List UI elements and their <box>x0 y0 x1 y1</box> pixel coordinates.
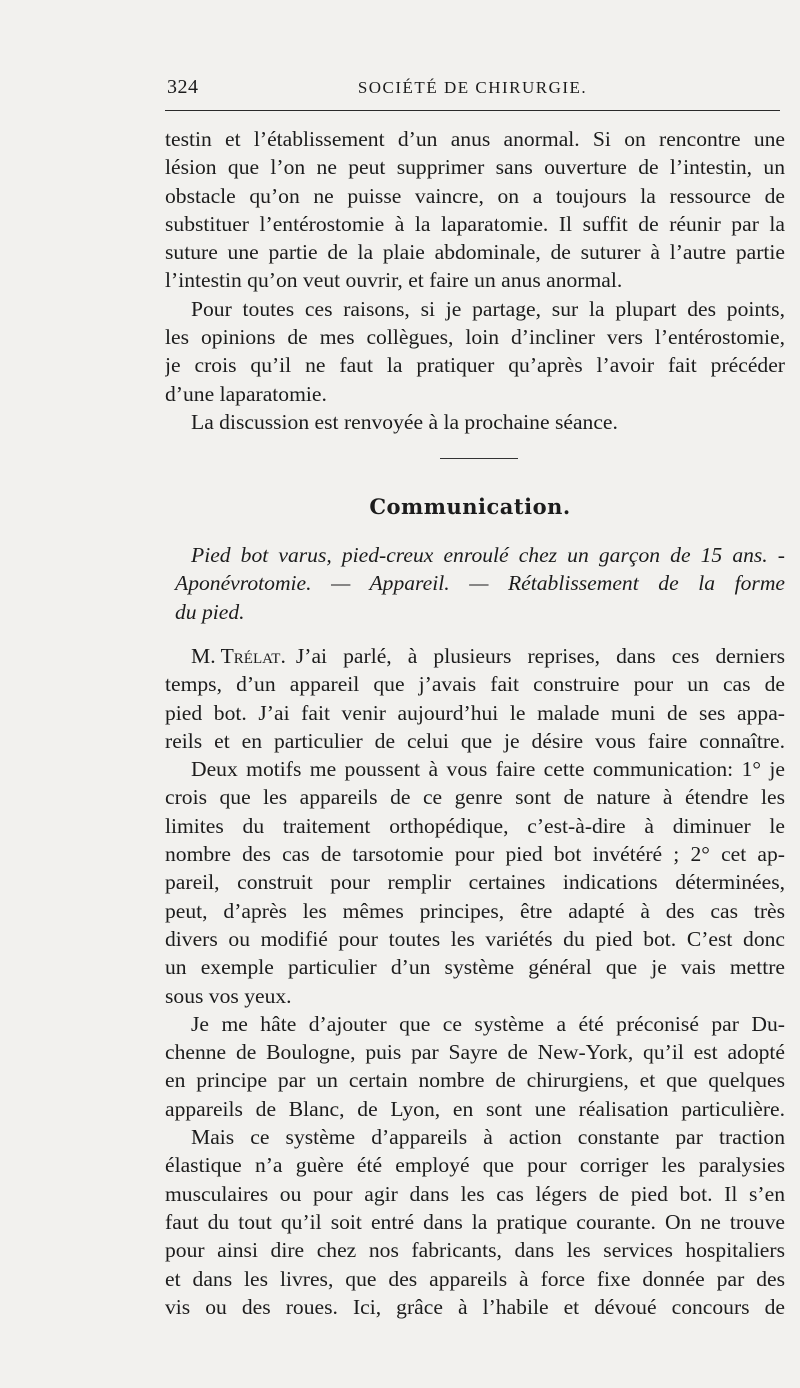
subtitle-line: Aponévrotomie. — Appareil. — Rétablissement de la forme <box>175 571 785 596</box>
text-line: peut, d’après les mêmes principes, être adapté à des cas très <box>165 898 785 923</box>
text-line: limites du traitement orthopédique, c’est-à-dire à diminuer le <box>165 813 785 838</box>
text-line: un exemple particulier d’un système général que je vais mettre <box>165 955 785 980</box>
running-title: SOCIÉTÉ DE CHIRURGIE. <box>357 78 588 97</box>
text-line: chenne de Boulogne, puis par Sayre de New-York, qu’il est adopté <box>165 1040 785 1065</box>
text-line: musculaires ou pour agir dans les cas légers de pied bot. Il s’en <box>165 1181 785 1206</box>
text-line <box>165 642 785 670</box>
header-rule <box>165 110 780 111</box>
text-line: obstacle qu’on ne puisse vaincre, on a toujours la ressource de <box>165 183 785 208</box>
text-line: crois que les appareils de ce genre sont de nature à étendre les <box>165 785 785 810</box>
top-paragraph <box>165 125 785 436</box>
text-line: nombre des cas de tarsotomie pour pied bot invétéré ; 2° cet ap- <box>165 842 785 867</box>
text-line: l’intestin qu’on veut ouvrir, et faire un anus anormal. <box>165 268 623 293</box>
subtitle-line: Pied bot varus, pied-creux enroulé chez un garçon de 15 ans. - <box>191 543 785 567</box>
speaker-name: M. Trélat. <box>191 644 286 668</box>
text-line: lésion que l’on ne peut supprimer sans ouverture de l’intestin, un <box>165 155 785 180</box>
text-line: substituer l’entérostomie à la laparatomie. Il suffit de réunir par la <box>165 211 785 236</box>
text-line: vis ou des roues. Ici, grâce à l’habile et dévoué concours de <box>165 1294 785 1319</box>
text-line: Pour toutes ces raisons, si je partage, sur la plupart des points, <box>191 296 785 321</box>
section-divider <box>440 458 518 459</box>
text-line: faut du tout qu’il soit entré dans la pratique courante. On ne trouve <box>165 1209 785 1234</box>
text-line: testin et l’établissement d’un anus anormal. Si on rencontre une <box>165 127 785 151</box>
page-number: 324 <box>167 76 199 98</box>
text-line: Deux motifs me poussent à vous faire cette communication: 1° je <box>191 757 785 782</box>
section-subtitle <box>165 541 785 626</box>
text-line: et dans les livres, que des appareils à force fixe donnée par des <box>165 1266 785 1291</box>
text-line: je crois qu’il ne faut la pratiquer qu’après l’avoir fait précéder <box>165 353 785 378</box>
text-line: d’une laparatomie. <box>165 381 327 406</box>
text-line: temps, d’un appareil que j’avais fait construire pour un cas de <box>165 672 785 697</box>
text-line: pied bot. J’ai fait venir aujourd’hui le malade muni de ses appa- <box>165 700 785 725</box>
text-line: les opinions de mes collègues, loin d’incliner vers l’entérostomie, <box>165 325 785 350</box>
text-line: La discussion est renvoyée à la prochaine séance. <box>191 409 618 434</box>
text-line: Je me hâte d’ajouter que ce système a été préconisé par Du- <box>191 1011 785 1036</box>
subtitle-line: du pied. <box>175 599 245 624</box>
text-line: divers ou modifié pour toutes les variétés du pied bot. C’est donc <box>165 926 785 951</box>
text-line: appareils de Blanc, de Lyon, en sont une réalisation particulière. <box>165 1096 785 1121</box>
text-line: suture une partie de la plaie abdominale, de suturer à l’autre partie <box>165 240 785 265</box>
body-paragraphs <box>165 642 785 1321</box>
text-line: reils et en particulier de celui que je désire vous faire connaître. <box>165 728 785 753</box>
page-header <box>165 74 780 102</box>
text-line: pareil, construit pour remplir certaines indications déterminées, <box>165 870 785 895</box>
text-line: Mais ce système d’appareils à action constante par traction <box>191 1125 785 1150</box>
text-line: élastique n’a guère été employé que pour corriger les paralysies <box>165 1153 785 1178</box>
section-title: Communication. <box>369 494 571 519</box>
text-line: sous vos yeux. <box>165 983 292 1008</box>
text-line: en principe par un certain nombre de chirurgiens, et que quelques <box>165 1068 785 1093</box>
text-line: pour ainsi dire chez nos fabricants, dans les services hospitaliers <box>165 1238 785 1263</box>
text-line-content: J’ai parlé, à plusieurs reprises, dans ces derniers <box>295 644 785 668</box>
